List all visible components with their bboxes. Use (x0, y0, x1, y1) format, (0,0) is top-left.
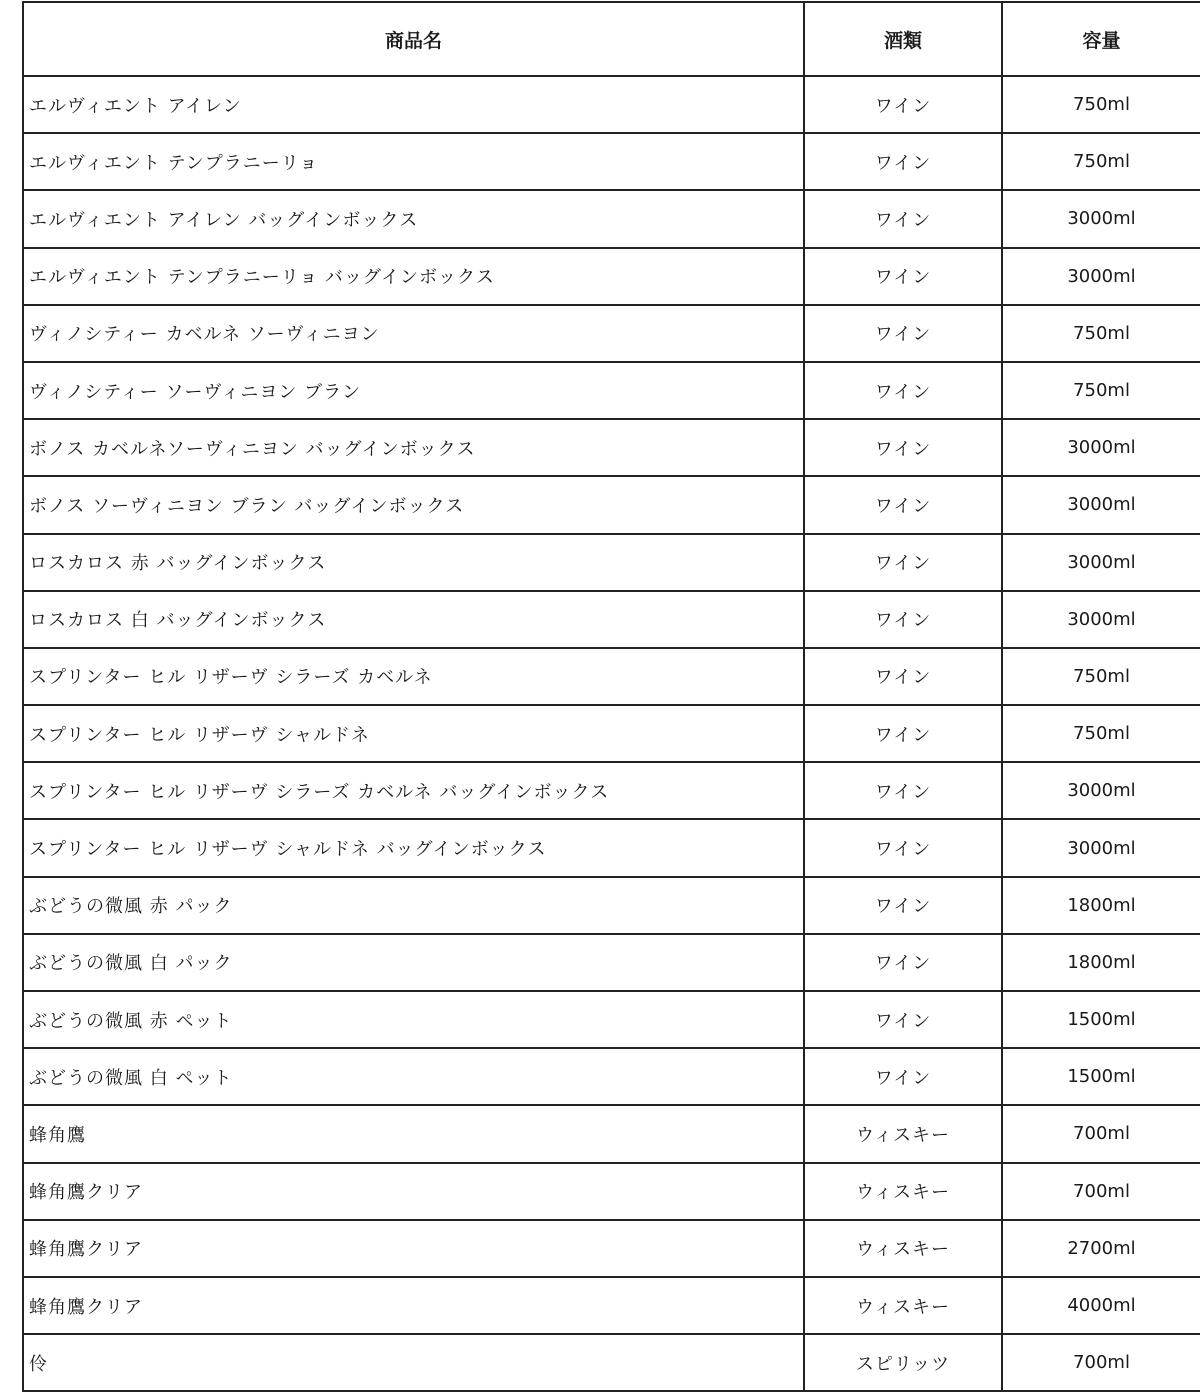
table-row (23, 362, 1200, 419)
table-row (23, 305, 1200, 362)
product-name-cell: ぶどうの微風 白 パック (23, 934, 804, 991)
product-name-cell: エルヴィエント テンプラニーリョ (23, 133, 804, 190)
product-name-cell: ボノス ソーヴィニヨン ブラン バッグインボックス (23, 476, 804, 533)
product-name-cell: エルヴィエント アイレン (23, 76, 804, 133)
table-header (23, 2, 1200, 76)
table-row (23, 648, 1200, 705)
header-liquor-type: 酒類 (804, 2, 1002, 76)
table-row (23, 248, 1200, 305)
liquor-type-cell: ワイン (804, 133, 1002, 190)
liquor-type-cell: ウィスキー (804, 1105, 1002, 1162)
volume-cell: 1500ml (1002, 991, 1200, 1048)
volume-cell: 3000ml (1002, 248, 1200, 305)
volume-cell: 1500ml (1002, 1048, 1200, 1105)
liquor-type-cell: スピリッツ (804, 1334, 1002, 1391)
product-name-cell: 蜂角鷹クリア (23, 1220, 804, 1277)
volume-cell: 700ml (1002, 1334, 1200, 1391)
volume-cell: 750ml (1002, 362, 1200, 419)
liquor-type-cell: ワイン (804, 762, 1002, 819)
volume-cell: 750ml (1002, 705, 1200, 762)
table-row (23, 1105, 1200, 1162)
table-row (23, 1220, 1200, 1277)
table-row (23, 190, 1200, 247)
volume-cell: 750ml (1002, 76, 1200, 133)
product-name-cell: スプリンター ヒル リザーヴ シャルドネ (23, 705, 804, 762)
product-name-cell: エルヴィエント テンプラニーリョ バッグインボックス (23, 248, 804, 305)
product-table (22, 1, 1200, 1392)
product-name-cell: ヴィノシティー ソーヴィニヨン ブラン (23, 362, 804, 419)
volume-cell: 1800ml (1002, 934, 1200, 991)
volume-cell: 3000ml (1002, 819, 1200, 876)
liquor-type-cell: ワイン (804, 476, 1002, 533)
product-name-cell: ボノス カベルネソーヴィニヨン バッグインボックス (23, 419, 804, 476)
volume-cell: 750ml (1002, 305, 1200, 362)
product-name-cell: 蜂角鷹クリア (23, 1277, 804, 1334)
table-row (23, 934, 1200, 991)
liquor-type-cell: ワイン (804, 819, 1002, 876)
table-row (23, 762, 1200, 819)
table-row (23, 877, 1200, 934)
product-name-cell: ぶどうの微風 赤 ペット (23, 991, 804, 1048)
liquor-type-cell: ワイン (804, 1048, 1002, 1105)
product-name-cell: ロスカロス 白 バッグインボックス (23, 591, 804, 648)
product-name-cell: 蜂角鷹 (23, 1105, 804, 1162)
liquor-type-cell: ワイン (804, 648, 1002, 705)
table-row (23, 1048, 1200, 1105)
volume-cell: 750ml (1002, 648, 1200, 705)
liquor-type-cell: ワイン (804, 190, 1002, 247)
table-row (23, 591, 1200, 648)
table-row (23, 1163, 1200, 1220)
volume-cell: 2700ml (1002, 1220, 1200, 1277)
liquor-type-cell: ワイン (804, 419, 1002, 476)
table-row (23, 133, 1200, 190)
product-name-cell: ぶどうの微風 白 ペット (23, 1048, 804, 1105)
liquor-type-cell: ウィスキー (804, 1163, 1002, 1220)
liquor-type-cell: ワイン (804, 934, 1002, 991)
product-name-cell: 蜂角鷹クリア (23, 1163, 804, 1220)
volume-cell: 3000ml (1002, 476, 1200, 533)
table-body (23, 76, 1200, 1391)
volume-cell: 3000ml (1002, 419, 1200, 476)
liquor-type-cell: ワイン (804, 362, 1002, 419)
liquor-type-cell: ワイン (804, 76, 1002, 133)
liquor-type-cell: ワイン (804, 305, 1002, 362)
product-name-cell: ぶどうの微風 赤 パック (23, 877, 804, 934)
liquor-type-cell: ワイン (804, 877, 1002, 934)
product-name-cell: スプリンター ヒル リザーヴ シャルドネ バッグインボックス (23, 819, 804, 876)
table-row (23, 534, 1200, 591)
volume-cell: 3000ml (1002, 190, 1200, 247)
liquor-type-cell: ワイン (804, 991, 1002, 1048)
table-row (23, 819, 1200, 876)
volume-cell: 700ml (1002, 1105, 1200, 1162)
liquor-type-cell: ウィスキー (804, 1277, 1002, 1334)
table-row (23, 476, 1200, 533)
table-row (23, 705, 1200, 762)
volume-cell: 700ml (1002, 1163, 1200, 1220)
product-name-cell: スプリンター ヒル リザーヴ シラーズ カベルネ バッグインボックス (23, 762, 804, 819)
table-row (23, 419, 1200, 476)
volume-cell: 4000ml (1002, 1277, 1200, 1334)
header-product-name: 商品名 (23, 2, 804, 76)
product-name-cell: ヴィノシティー カベルネ ソーヴィニヨン (23, 305, 804, 362)
header-volume: 容量 (1002, 2, 1200, 76)
volume-cell: 3000ml (1002, 534, 1200, 591)
volume-cell: 3000ml (1002, 591, 1200, 648)
liquor-type-cell: ワイン (804, 591, 1002, 648)
product-name-cell: ロスカロス 赤 バッグインボックス (23, 534, 804, 591)
liquor-type-cell: ウィスキー (804, 1220, 1002, 1277)
liquor-type-cell: ワイン (804, 534, 1002, 591)
product-name-cell: スプリンター ヒル リザーヴ シラーズ カベルネ (23, 648, 804, 705)
header-row (23, 2, 1200, 76)
table-row (23, 1334, 1200, 1391)
liquor-type-cell: ワイン (804, 248, 1002, 305)
volume-cell: 750ml (1002, 133, 1200, 190)
volume-cell: 1800ml (1002, 877, 1200, 934)
volume-cell: 3000ml (1002, 762, 1200, 819)
table-row (23, 76, 1200, 133)
table-row (23, 1277, 1200, 1334)
table-row (23, 991, 1200, 1048)
product-name-cell: 伶 (23, 1334, 804, 1391)
liquor-type-cell: ワイン (804, 705, 1002, 762)
product-name-cell: エルヴィエント アイレン バッグインボックス (23, 190, 804, 247)
